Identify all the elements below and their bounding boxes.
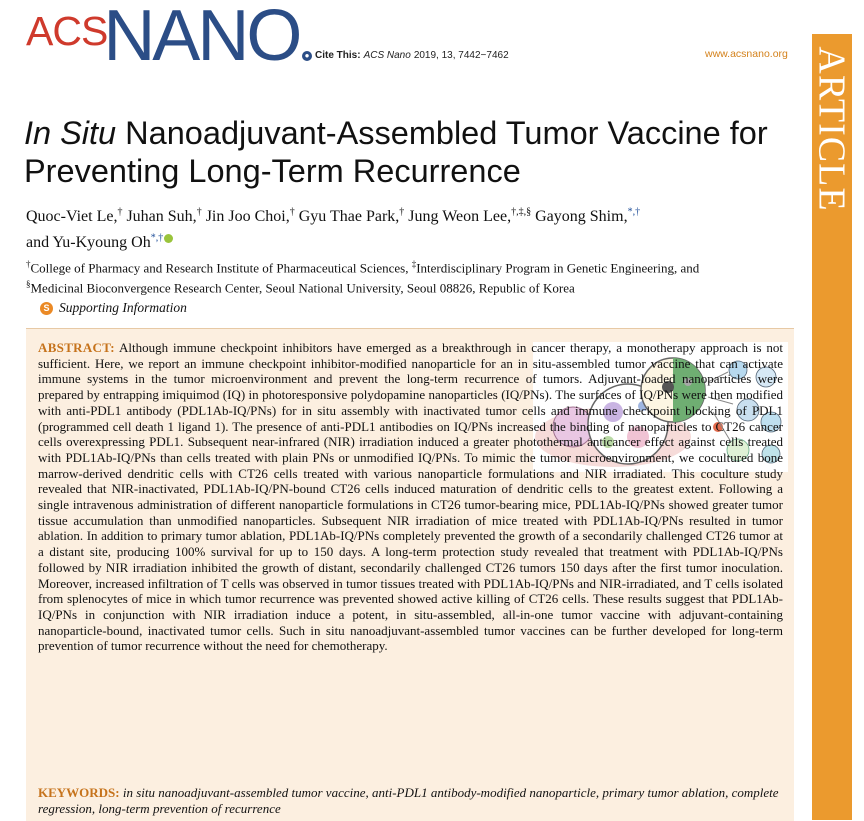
abstract-body: Although immune checkpoint inhibitors have emerged as a breakthrough in cancer therapy, a monotherapy approach is not sufficient. Here, we report an immune checkpoint inhibitor-modified nanoparticle for an in situ-assembled tumor vaccine that can activate immune systems in the tumor microenvironment and prevent the long-term recurrence of tumors. Adjuvant-loaded nanoparticles were prepared by entrapping imiquimod (IQ) in photoresponsive polydopamine nanoparticles (IQ/PNs). The surfaces of IQ/PNs were then modified with anti-PDL1 antibody (PDL1Ab-IQ/PNs) for in situ assembly with inactivated tumor cells and immune checkpoint blocking of PDL1 (programmed cell death 1 ligand 1). The presence of anti-PDL1 antibodies on IQ/PNs increased the binding of nanoparticles to CT26 cancer cells overexpressing PDL1. Subsequent near-infrared (NIR) irradiation induced a greater photothermal anticancer effect against cells treated with PDL1Ab-IQ/PNs than cells treated with plain PNs or unmodified IQ/PNs. To mimic the tumor microenvironment, we cocultured bone marrow-derived dendritic cells with CT26 cells treated with various nanoparticle formulations and NIR irradiated. This coculture study revealed that NIR-inactivated, PDL1Ab-IQ/PN-bound CT26 cells induced maturation of dendritic cells to the greatest extent. Following a single intravenous administration of different nanoparticle formulations in CT26 tumor-bearing mice, PDL1Ab-IQ/PNs showed greater tumor tissue accumulation than unmodified nanoparticles. Subsequent NIR irradiation of mice treated with PDL1Ab-IQ/PNs resulted in tumor ablation. In addition to primary tumor ablation, PDL1Ab-IQ/PNs completely prevented the growth of a secondarily challenged CT26 tumor at a distant site, producing 100% survival for up to 150 days. A long-term protection study revealed that treatment with PDL1Ab-IQ/PNs followed by NIR irradiation inhibited the growth of distant, secondarily challenged CT26 tumors 150 days after the first tumor inoculation. Moreover, increased infiltration of T cells was observed in tumor tissues treated with PDL1Ab-IQ/PNs and NIR-irradiated, and T cells isolated from splenocytes of mice in which tumor recurrence was prevented showed active killing of CT26 cells. These results suggest that PDL1Ab-IQ/PNs in conjunction with NIR irradiation induce a potent, in situ-assembled, all-in-one tumor vaccine with adjuvant-containing nanoparticle-bound, inactivated tumor cells. Such in situ nanoadjuvant-assembled tumor vaccines can be further developed for long-term prevention of tumor recurrence without the need for chemotherapy. <box>38 340 783 654</box>
logo-acs: ACS <box>26 8 108 54</box>
cite-journal: ACS Nano <box>363 50 411 61</box>
section-label <box>812 34 852 224</box>
affiliation-2: Interdisciplinary Program in Genetic Engineering, and <box>416 260 700 276</box>
cite-reference: 2019, 13, 7442−7462 <box>413 50 509 61</box>
logo-nano: NANO <box>103 0 300 76</box>
title-main-part: Nanoadjuvant-Assembled Tumor Vaccine for Preventing Long-Term Recurrence <box>24 115 768 189</box>
supporting-info-icon: S <box>40 302 53 315</box>
cite-label: Cite This: <box>315 50 361 61</box>
abstract-label: ABSTRACT: <box>38 340 115 355</box>
article-title <box>24 114 804 190</box>
author-5[interactable]: Jung Weon Lee,†,‡,§ <box>408 207 532 226</box>
author-6[interactable]: Gayong Shim,*,† <box>535 207 641 226</box>
abstract-text <box>38 340 783 654</box>
author-1[interactable]: Quoc-Viet Le,† <box>26 207 123 226</box>
affiliation-3: Medicinal Bioconvergence Research Center, Seoul National University, Seoul 08826, Republic of Korea <box>30 280 575 296</box>
author-3[interactable]: Jin Joo Choi,† <box>205 207 295 226</box>
supporting-information-link[interactable] <box>40 300 187 316</box>
journal-logo <box>26 0 300 76</box>
affiliations <box>26 256 806 297</box>
citation-line[interactable] <box>302 50 509 61</box>
affil-mark-dagger: † <box>26 259 31 269</box>
keywords <box>38 785 783 817</box>
cite-icon: ● <box>302 51 312 61</box>
affiliation-1: College of Pharmacy and Research Institute of Pharmaceutical Sciences, <box>30 260 412 276</box>
supporting-info-label: Supporting Information <box>59 300 187 315</box>
title-italic-part: In Situ <box>24 115 117 151</box>
author-7[interactable]: and Yu-Kyoung Oh*,† <box>26 234 173 251</box>
author-4[interactable]: Gyu Thae Park,† <box>298 207 405 226</box>
journal-website-link[interactable]: www.acsnano.org <box>705 48 788 60</box>
affil-mark-section: § <box>26 279 31 290</box>
affil-mark-ddagger: ‡ <box>411 259 417 269</box>
keywords-list: in situ nanoadjuvant-assembled tumor vaccine, anti-PDL1 antibody-modified nanoparticle, primary tumor ablation, complete regression, long-term prevention of recurrence <box>38 785 779 816</box>
keywords-label: KEYWORDS: <box>38 785 120 800</box>
orcid-icon[interactable] <box>164 234 173 243</box>
section-label-text: ARTICLE <box>811 46 853 212</box>
author-list <box>26 202 806 253</box>
author-2[interactable]: Juhan Suh,† <box>126 207 202 226</box>
